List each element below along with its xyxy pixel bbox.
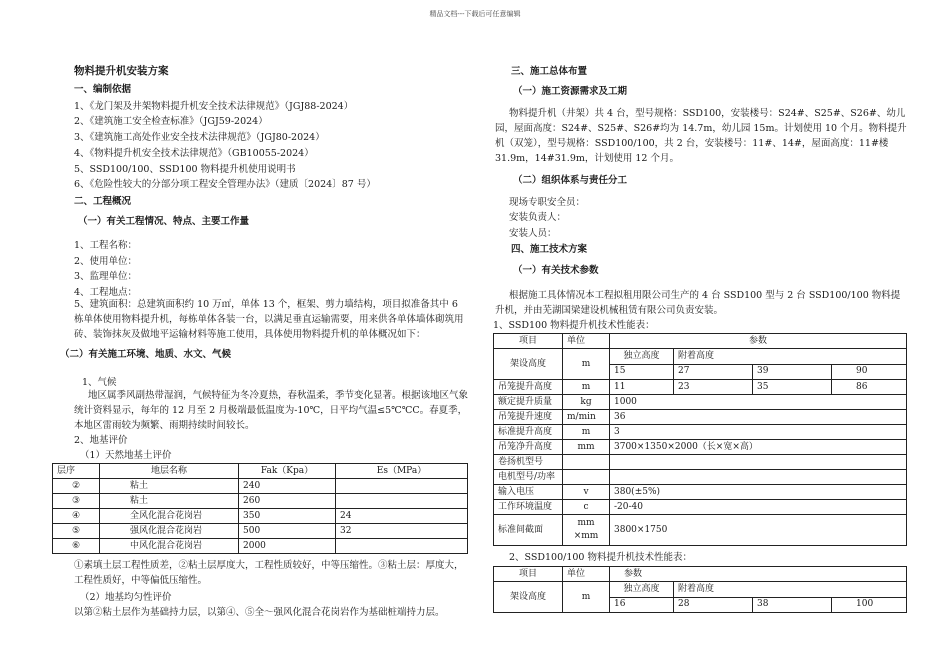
area-paragraph: 5、建筑面积：总建筑面积约 10 万㎡，单体 13 个，框架、剪力墙结构，项目拟准备其中 6 栋单体使用物料提升机，每栋单体各装一台，以满足垂直运输需要，用来供各单体墙体砌筑用砖、装饰抹灰及做地平运输材料等施工使用，具体使用物料提升机的单体概况如下： xyxy=(74,299,464,340)
table-cell: 吊笼提升高度 xyxy=(494,380,563,395)
table-row xyxy=(494,395,907,410)
table-cell: 独立高度 xyxy=(610,349,674,365)
table-cell: 额定提升质量 xyxy=(494,395,563,410)
table-cell: 240 xyxy=(239,479,336,494)
table-cell: 2000 xyxy=(239,539,336,554)
table-cell: 11 xyxy=(610,380,674,395)
table-cell: 1000 xyxy=(610,395,907,410)
table-1-caption: 1、SSD100 物料提升机技术性能表： xyxy=(493,320,655,331)
table-cell xyxy=(610,470,907,485)
table-row xyxy=(53,539,468,554)
table-cell: 卷扬机型号 xyxy=(494,455,563,470)
table-cell: 标准提升高度 xyxy=(494,425,563,440)
table-cell: m xyxy=(563,380,610,395)
table-cell: ③ xyxy=(53,494,100,509)
table-cell: 380(±5%) xyxy=(610,485,907,500)
section-1-title: 一、编制依据 xyxy=(74,84,132,95)
table-row xyxy=(494,410,907,425)
table-cell: 吊笼提升速度 xyxy=(494,410,563,425)
soil-note: ①素填土层工程性质差，②粘土层厚度大，工程性质较好，中等压缩性。③粘土层：厚度大，工程性质好，中等偏低压缩性。 xyxy=(74,560,464,586)
subsection-title: （一）有关工程情况、特点、主要工作量 xyxy=(78,216,250,227)
table-cell: m/min xyxy=(563,410,610,425)
table-cell: -20-40 xyxy=(610,500,907,515)
table-row xyxy=(494,349,907,365)
basis-item: 2、《建筑施工安全检查标准》（JGJ59-2024） xyxy=(74,116,268,127)
subsection-title: （二）组织体系与责任分工 xyxy=(513,175,628,186)
table-cell: ② xyxy=(53,479,100,494)
table-cell: 32 xyxy=(336,524,468,539)
table-cell: 500 xyxy=(239,524,336,539)
table-cell: 3800×1750 xyxy=(610,515,907,546)
table-cell: 附着高度 xyxy=(674,582,907,598)
table-cell xyxy=(563,515,610,546)
table-cell: 35 xyxy=(753,380,832,395)
table-cell: 90 xyxy=(832,364,907,380)
table-header-cell: 项目 xyxy=(494,567,563,582)
technical-paragraph: 根据施工具体情况本工程拟租用限公司生产的 4 台 SSD100 型与 2 台 SSD100/100 物料提升机，并由芜湖国梁建设机械租赁有限公司负责安装。 xyxy=(495,290,901,316)
uniform-paragraph: 以第②粘土层作为基础持力层，以第④、⑤全～强风化混合花岗岩作为基础桩端持力层。 xyxy=(74,607,445,618)
table-row xyxy=(494,582,907,598)
table-cell: 标准间截面 xyxy=(494,515,563,546)
table-cell: 27 xyxy=(674,364,753,380)
table-cell: 全风化混合花岗岩 xyxy=(100,509,239,524)
table-row xyxy=(53,479,468,494)
basis-item: 3、《建筑施工高处作业安全技术法律规范》（JGJ80-2024） xyxy=(74,132,325,143)
table-row xyxy=(494,470,907,485)
table-cell: 工作环境温度 xyxy=(494,500,563,515)
table-cell: 39 xyxy=(753,364,832,380)
table-cell xyxy=(336,539,468,554)
table-cell: 36 xyxy=(610,410,907,425)
table-cell: 24 xyxy=(336,509,468,524)
basis-item: 5、SSD100/100、SSD100 物料提升机使用说明书 xyxy=(74,164,296,175)
table-header-cell: Es（MPa） xyxy=(336,464,468,479)
table-cell: 吊笼净升高度 xyxy=(494,440,563,455)
header-note: 精品文档---下载后可任意编辑 xyxy=(429,10,521,18)
table-row xyxy=(494,485,907,500)
org-item: 现场专职安全员： xyxy=(509,197,586,208)
doc-title: 物料提升机安装方案 xyxy=(74,65,169,77)
table-header-row xyxy=(494,567,907,582)
section-2-title: 二、工程概况 xyxy=(74,196,132,207)
table-row xyxy=(494,440,907,455)
org-item: 安装负责人： xyxy=(509,212,567,223)
table-cell: v xyxy=(563,485,610,500)
table-cell: 23 xyxy=(674,380,753,395)
ssd100-100-spec-table xyxy=(493,566,907,613)
project-info-item: 4、工程地点： xyxy=(74,287,138,298)
table-cell: 电机型号/功率 xyxy=(494,470,563,485)
table-cell: 260 xyxy=(239,494,336,509)
table-row xyxy=(494,455,907,470)
subsection-title: （一）施工资源需求及工期 xyxy=(513,86,628,97)
ssd100-spec-table xyxy=(493,333,907,546)
table-cell: 附着高度 xyxy=(674,349,907,365)
table-cell xyxy=(336,494,468,509)
table-row xyxy=(494,425,907,440)
org-item: 安装人员： xyxy=(509,228,557,239)
soil-subtitle: （1）天然地基土评价 xyxy=(80,450,172,461)
resource-paragraph: 物料提升机（井架）共 4 台，型号规格：SSD100，安装楼号：S24#、S25#、S26#、幼儿园，屋面高度：S24#、S25#、S26#均为 14.7m，幼儿园 15m。计划使用 10 个月。物料提升机（双笼），型号规格：SSD100/100，共 2 台，安装楼号：11#、14#，屋面高度：11#楼 31.9m，14#31.9m，计划使用 12 个月。 xyxy=(495,108,907,164)
subsection-title: （二）有关施工环境、地质、水文、气候 xyxy=(60,349,232,360)
unit-line: ×mm xyxy=(573,531,599,541)
table-header-cell: 项目 xyxy=(494,334,563,349)
section-4-title: 四、施工技术方案 xyxy=(511,244,588,255)
table-row xyxy=(53,494,468,509)
table-cell: 100 xyxy=(832,597,907,613)
table-cell xyxy=(563,455,610,470)
section-3-title: 三、施工总体布置 xyxy=(511,66,588,77)
table-cell: 独立高度 xyxy=(610,582,674,598)
basis-item: 6、《危险性较大的分部分项工程安全管理办法》（建质〔2024〕87 号） xyxy=(74,179,376,190)
table-cell: 粘土 xyxy=(100,479,239,494)
table-cell: 架设高度 xyxy=(494,582,563,613)
climate-paragraph: 地区属季风副热带湿润，气候特征为冬冷夏热，春秋温柔，季节变化显著。根据该地区气象统计资料显示，每年的 12 月至 2 月极端最低温度为-10℃，日平均气温≤5℃℃C。春夏季，本地区雷雨较为频繁、雨期持续时间较长。 xyxy=(74,390,469,431)
table-cell: 强风化混合花岗岩 xyxy=(100,524,239,539)
table-header-cell: 参数 xyxy=(610,334,907,349)
table-cell: 粘土 xyxy=(100,494,239,509)
uniform-title: （2）地基均匀性评价 xyxy=(80,592,172,603)
table-row xyxy=(494,515,907,546)
table-cell: kg xyxy=(563,395,610,410)
table-header-cell: 参数 xyxy=(610,567,907,582)
table-cell xyxy=(336,479,468,494)
table-row xyxy=(494,380,907,395)
subsection-title: （一）有关技术参数 xyxy=(513,265,599,276)
table-cell: m xyxy=(563,349,610,380)
table-cell: 输入电压 xyxy=(494,485,563,500)
table-header-row xyxy=(53,464,468,479)
table-cell: 350 xyxy=(239,509,336,524)
table-cell: 86 xyxy=(832,380,907,395)
table-header-cell: 单位 xyxy=(563,567,610,582)
table-cell: 3700×1350×2000（长×宽×高） xyxy=(610,440,907,455)
table-cell: ④ xyxy=(53,509,100,524)
table-cell: mm xyxy=(563,440,610,455)
table-cell: 中风化混合花岗岩 xyxy=(100,539,239,554)
table-row xyxy=(494,500,907,515)
table-row xyxy=(53,524,468,539)
climate-title: 1、气候 xyxy=(82,377,117,388)
soil-title: 2、地基评价 xyxy=(74,435,128,446)
table-cell: 3 xyxy=(610,425,907,440)
basis-item: 1、《龙门架及井架物料提升机安全技术法律规范》（JGJ88-2024） xyxy=(74,101,354,112)
table-header-cell: 层序 xyxy=(53,464,100,479)
table-2-caption: 2、SSD100/100 物料提升机技术性能表： xyxy=(509,552,692,563)
table-header-cell: 单位 xyxy=(563,334,610,349)
table-cell: 16 xyxy=(610,597,674,613)
soil-table xyxy=(52,463,468,554)
table-cell xyxy=(563,470,610,485)
table-cell xyxy=(610,455,907,470)
table-cell: 28 xyxy=(674,597,753,613)
table-cell: ⑥ xyxy=(53,539,100,554)
table-header-row xyxy=(494,334,907,349)
project-info-item: 1、工程名称： xyxy=(74,240,138,251)
table-cell: m xyxy=(563,425,610,440)
table-cell: ⑤ xyxy=(53,524,100,539)
table-cell: 架设高度 xyxy=(494,349,563,380)
project-info-item: 2、使用单位： xyxy=(74,256,138,267)
table-cell: 15 xyxy=(610,364,674,380)
table-header-cell: Fak（Kpa） xyxy=(239,464,336,479)
table-row xyxy=(53,509,468,524)
unit-line: mm xyxy=(577,518,595,528)
table-cell: c xyxy=(563,500,610,515)
table-cell: 38 xyxy=(753,597,832,613)
table-cell: m xyxy=(563,582,610,613)
basis-item: 4、《物料提升机安全技术法律规范》（GB10055-2024） xyxy=(74,148,314,159)
table-header-cell: 地层名称 xyxy=(100,464,239,479)
project-info-item: 3、监理单位： xyxy=(74,271,138,282)
